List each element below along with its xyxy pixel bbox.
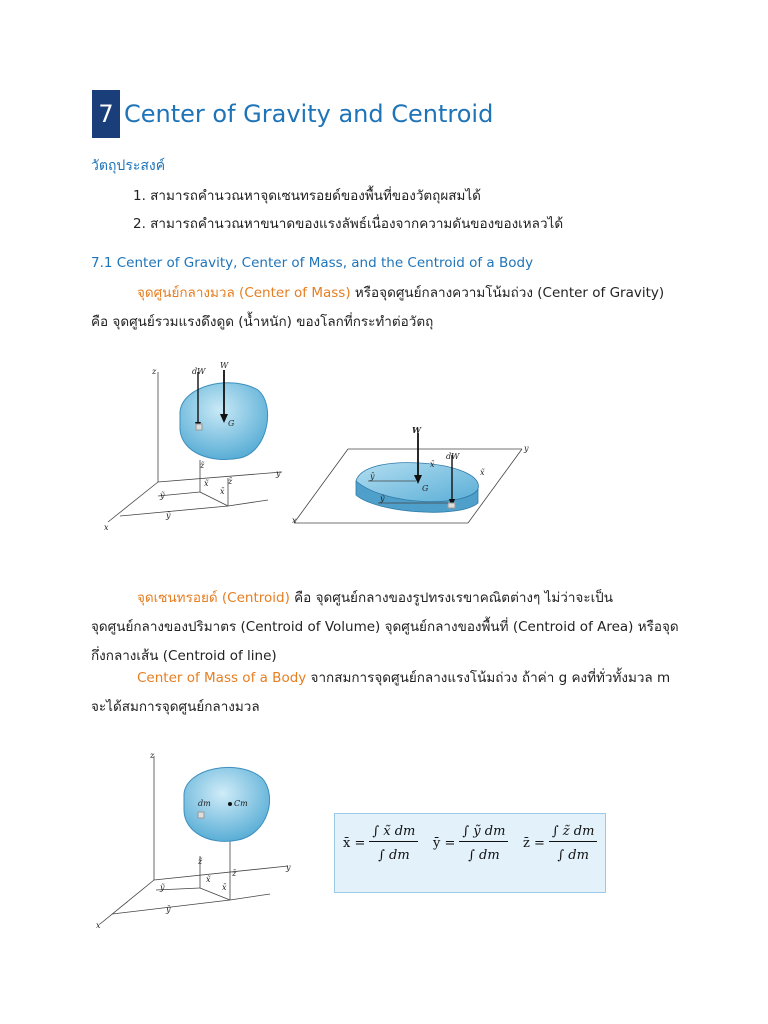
figure-body-3d [100,360,300,535]
label-G: G [228,419,235,428]
label-ybar: ȳ [166,511,171,520]
label-dW: dW [446,452,460,461]
objective-item: 2. สามารถคำนวณหาขนาดของแรงลัพธ์เนื่องจากความดันของของเหลวได้ [133,216,564,232]
term-highlight: Center of Mass of a Body [137,670,307,686]
label-ybar: ȳ [166,905,171,914]
objectives-heading: วัตถุประสงค์ [91,158,166,174]
paragraph-text: หรือจุดศูนย์กลางความโน้มถ่วง (Center of Gravity) คือ จุดศูนย์รวมแรงดึงดูด (น้ำหนัก) ของโลกที่กระทำต่อวัตถุ [91,285,665,330]
label-W: W [220,361,229,370]
chapter-number: 7 [92,90,120,138]
formula-denominator: ∫ dm [378,848,410,863]
formula-lhs: z̄ = [523,836,545,851]
label-xbar: x̄ [220,487,225,496]
axis-label-y: y [524,444,529,453]
label-xt: x̃ [480,468,485,477]
label-zt: z̃ [198,857,203,866]
label-yt: ỹ [160,491,165,500]
formula-numerator: ∫ ỹ dm [459,824,508,842]
label-G: G [422,484,429,493]
axis-label-x: x [104,523,109,532]
label-yt: ỹ [160,883,165,892]
label-xt: x̃ [204,479,209,488]
label-zbar: z̄ [232,869,237,878]
axis-label-x: x [96,921,101,930]
formula-y [433,824,508,863]
label-ybar: ȳ [370,472,375,481]
paragraph-text: จากสมการจุดศูนย์กลางแรงโน้มถ่วง ถ้าค่า g คงที่ทั่วทั้งมวล m จะได้สมการจุดศูนย์กลางมวล [91,670,671,715]
paragraph-mass-body [91,664,683,722]
paragraph-center-of-mass [91,279,683,337]
label-zt: z̃ [200,461,205,470]
center-of-mass-formulas [334,813,606,893]
axis-label-z: z [152,367,157,376]
label-dm: dm [198,799,211,808]
formula-numerator: ∫ x̃ dm [369,824,418,842]
label-xbar: x̄ [222,883,227,892]
axis-label-y: y [286,863,291,872]
formula-numerator: ∫ z̃ dm [549,824,598,842]
axis-label-x: x [292,516,297,525]
objective-item: 1. สามารถคำนวณหาจุดเซนทรอยด์ของพื้นที่ของวัตถุผสมได้ [133,188,481,204]
figure-plate [290,425,535,530]
paragraph-text: คือ จุดศูนย์กลางของรูปทรงเรขาคณิตต่างๆ ไม่ว่าจะเป็นจุดศูนย์กลางของปริมาตร (Centroid of Volume) จุดศูนย์กลางของพื้นที่ (Centroid of Area) หรือจุดกึ่งกลางเส้น (Centroid of line) [91,590,679,664]
label-W: W [412,425,421,435]
formula-denominator: ∫ dm [557,848,589,863]
section-heading: 7.1 Center of Gravity, Center of Mass, and the Centroid of a Body [91,255,534,271]
formula-lhs: x̄ = [343,836,366,851]
axis-label-z: z [150,751,155,760]
formula-lhs: ȳ = [433,836,456,851]
formula-x [343,824,418,863]
label-dW: dW [192,367,206,376]
chapter-heading [92,90,493,138]
label-zbar: z̄ [228,477,233,486]
term-highlight: จุดศูนย์กลางมวล (Center of Mass) [137,285,351,301]
term-highlight: จุดเซนทรอยด์ (Centroid) [137,590,290,606]
label-xbar: x̄ [430,460,435,469]
label-yt: ỹ [380,494,385,503]
axis-label-y: y [276,469,281,478]
body-shape [184,767,270,841]
label-xt: x̃ [206,875,211,884]
chapter-title: Center of Gravity and Centroid [124,100,494,128]
figure-mass-body [92,748,297,933]
formula-denominator: ∫ dm [468,848,500,863]
formula-z [523,824,597,863]
paragraph-centroid [91,584,683,671]
label-Cm: Cm [234,799,248,808]
